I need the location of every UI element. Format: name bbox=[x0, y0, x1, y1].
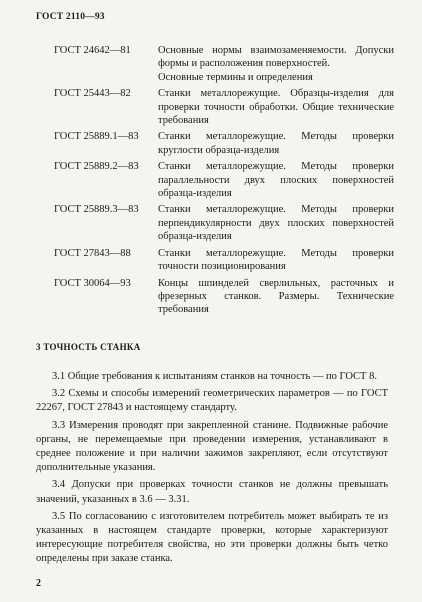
reference-title: Основные нормы взаимозаменяемости. Допуски формы и расположения поверхностей. Основные термины и определения bbox=[158, 45, 394, 83]
reference-code: ГОСТ 30064—93 bbox=[54, 277, 131, 289]
reference-title: Станки металлорежущие. Методы проверки параллельности двух плоских поверхностей образца-изделия bbox=[158, 161, 394, 200]
reference-row bbox=[54, 203, 394, 243]
reference-row bbox=[54, 160, 394, 200]
normative-references-list bbox=[54, 44, 394, 320]
section-heading: 3 ТОЧНОСТЬ СТАНКА bbox=[36, 342, 141, 352]
paragraph-3-3: 3.3 Измерения проводят при закрепленной станине. Подвижные рабочие органы, не перемещаемые при проведении измерения, устанавливают в среднее положение и при наличии зажимов закрепляют, если отсутствуют дополнительные указания. bbox=[36, 419, 388, 474]
page-number: 2 bbox=[36, 578, 41, 589]
reference-row bbox=[54, 87, 394, 127]
paragraph-3-2: 3.2 Схемы и способы измерений геометрических параметров — по ГОСТ 22267, ГОСТ 27843 и настоящему стандарту. bbox=[36, 388, 388, 414]
reference-title: Станки металлорежущие. Методы проверки круглости образца-изделия bbox=[158, 131, 394, 156]
reference-title: Станки металлорежущие. Образцы-изделия для проверки точности обработки. Общие технические требования bbox=[158, 88, 394, 127]
page-header: ГОСТ 2110—93 bbox=[36, 12, 105, 22]
reference-title: Станки металлорежущие. Методы проверки перпендикулярности двух плоских поверхностей образца-изделия bbox=[158, 204, 394, 243]
paragraph-3-4: 3.4 Допуски при проверках точности станков не должны превышать значений, указанных в 3.6 — 3.31. bbox=[36, 479, 388, 505]
reference-code: ГОСТ 25889.3—83 bbox=[54, 204, 139, 216]
reference-title: Концы шпинделей сверлильных, расточных и фрезерных станков. Размеры. Технические требования bbox=[158, 277, 394, 316]
section-body bbox=[36, 370, 388, 570]
reference-row bbox=[54, 247, 394, 274]
reference-code: ГОСТ 25443—82 bbox=[54, 88, 131, 100]
reference-row bbox=[54, 44, 394, 84]
reference-row bbox=[54, 277, 394, 317]
paragraph-3-1: 3.1 Общие требования к испытаниям станков на точность — по ГОСТ 8. bbox=[52, 371, 377, 382]
reference-code: ГОСТ 24642—81 bbox=[54, 45, 131, 56]
reference-code: ГОСТ 25889.1—83 bbox=[54, 131, 139, 143]
paragraph-3-5: 3.5 По согласованию с изготовителем потребитель может выбирать те из указанных в настоящем стандарте проверки, которые характеризуют интересующие потребителя свойства, но эти проверки должны быть четко определены при заказе станка. bbox=[36, 510, 388, 565]
reference-row bbox=[54, 130, 394, 157]
reference-code: ГОСТ 25889.2—83 bbox=[54, 161, 139, 173]
reference-code: ГОСТ 27843—88 bbox=[54, 247, 131, 259]
reference-title: Станки металлорежущие. Методы проверки точности позиционирования bbox=[158, 247, 394, 273]
